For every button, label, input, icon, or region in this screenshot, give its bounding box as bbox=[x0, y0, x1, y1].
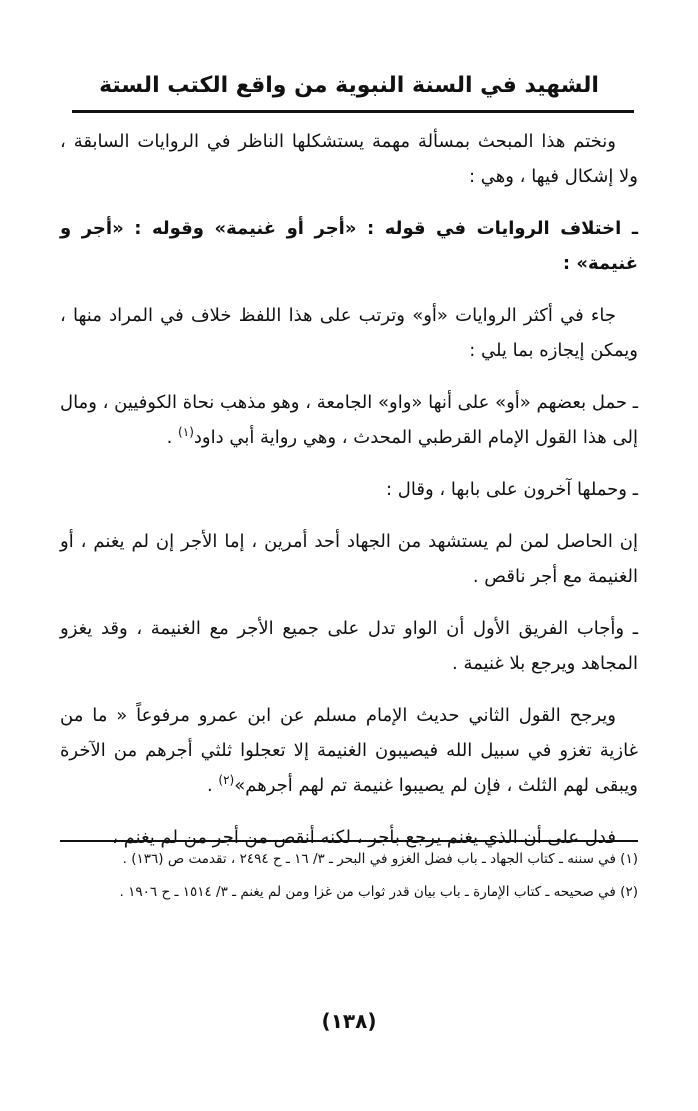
paragraph-second-opinion: ـ وحملها آخرون على بابها ، وقال : bbox=[386, 479, 638, 500]
paragraph-muslim-hadith bbox=[60, 698, 638, 803]
running-header-title: الشهيد في السنة النبوية من واقع الكتب الستة bbox=[99, 73, 599, 98]
paragraph-conclusion: فدل على أن الذي يغنم يرجع بأجر ، لكنه أنقص من أجر من لم يغنم ، bbox=[112, 827, 616, 848]
page-number: (١٣٨) bbox=[321, 1009, 377, 1033]
paragraph-kufi-opinion bbox=[60, 385, 638, 455]
paragraph-kufi-text: ـ حمل بعضهم «أو» على أنها «واو» الجامعة ، وهو مذهب نحاة الكوفيين ، ومال إلى هذا القول الإمام القرطبي المحدث ، وهي رواية أبي داود bbox=[59, 392, 638, 448]
body-text bbox=[60, 124, 638, 872]
paragraph-topic-heading: ـ اختلاف الروايات في قوله : «أجر أو غنيمة» وقوله : «أجر و غنيمة» : bbox=[60, 218, 638, 274]
paragraph-kufi-tail: . bbox=[166, 427, 179, 448]
footnote-ref-2[interactable]: (٢) bbox=[218, 773, 235, 787]
paragraph-hadith-tail: . bbox=[206, 775, 219, 796]
footnote-divider bbox=[60, 840, 638, 842]
footnote-ref-1[interactable]: (١) bbox=[178, 425, 194, 439]
paragraph-intro: ونختم هذا المبحث بمسألة مهمة يستشكلها الناظر في الروايات السابقة ، ولا إشكال فيها ، وهي : bbox=[60, 131, 638, 187]
header-divider bbox=[72, 110, 634, 113]
paragraph-riwayat: جاء في أكثر الروايات «أو» وترتب على هذا اللفظ خلاف في المراد منها ، ويمكن إيجازه بما يلي : bbox=[60, 305, 638, 361]
paragraph-first-group-reply: ـ وأجاب الفريق الأول أن الواو تدل على جميع الأجر مع الغنيمة ، وقد يغزو المجاهد ويرجع بلا غنيمة . bbox=[60, 618, 638, 674]
paragraph-hadith-text: ويرجح القول الثاني حديث الإمام مسلم عن ابن عمرو مرفوعاً « ما من غازية تغزو في سبيل الله فيصيبون الغنيمة إلا تعجلوا ثلثي أجرهم من الآخرة ويبقى لهم الثلث ، فإن لم يصيبوا غنيمة تم لهم أجرهم» bbox=[60, 705, 638, 796]
footnote-1: (١) في سننه ـ كتاب الجهاد ـ باب فضل الغزو في البحر ـ ٣/ ١٦ ـ ح ٢٤٩٤ ، تقدمت ص (١٣٦) . bbox=[122, 851, 638, 867]
paragraph-two-outcomes: إن الحاصل لمن لم يستشهد من الجهاد أحد أمرين ، إما الأجر إن لم يغنم ، أو الغنيمة مع أجر ناقص . bbox=[60, 531, 638, 587]
footnote-2: (٢) في صحيحه ـ كتاب الإمارة ـ باب بيان قدر ثواب من غزا ومن لم يغنم ـ ٣/ ١٥١٤ ـ ح ١٩٠٦ . bbox=[119, 884, 638, 900]
footnotes-section bbox=[60, 846, 638, 912]
